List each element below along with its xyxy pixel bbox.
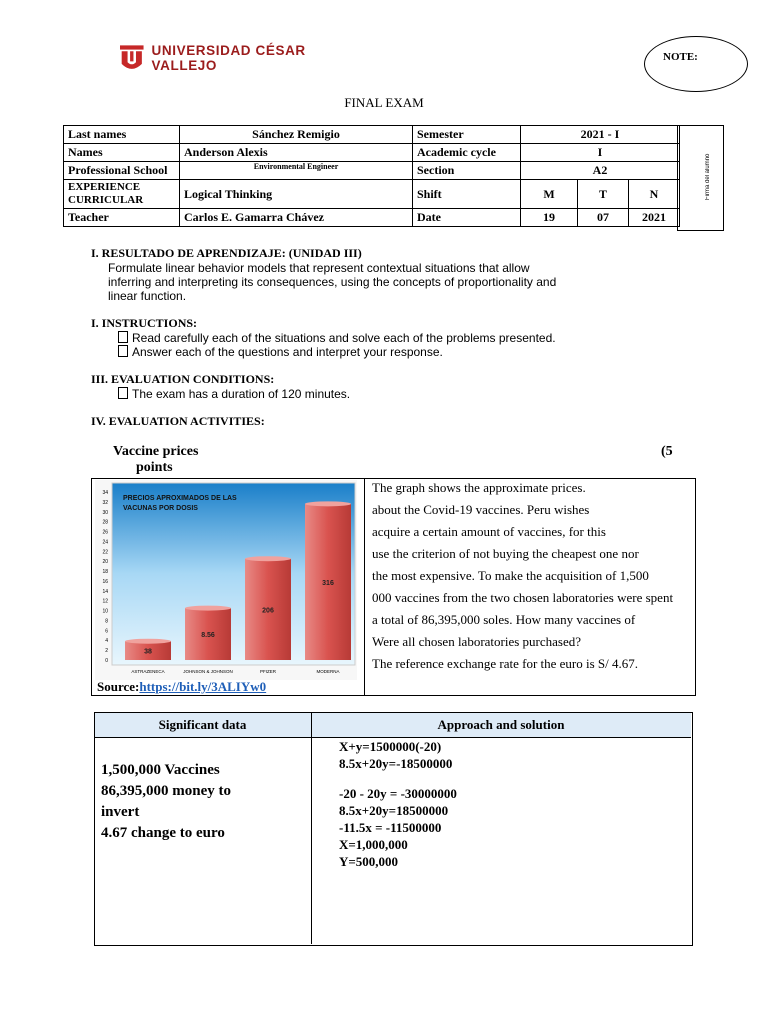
shift-t: T [578,180,629,209]
problem-text-line: use the criterion of not buying the cheapest one nor [372,546,639,561]
problem-text-line: Were all chosen laboratories purchased? [372,634,582,649]
problem-text-line: the most expensive. To make the acquisition of 1,500 [372,568,649,583]
bar-top-cap [185,606,231,611]
date-month: 07 [578,209,629,227]
significant-data-line: 1,500,000 Vaccines [101,762,220,778]
section-1-heading: I. RESULTADO DE APRENDIZAJE: (UNIDAD III) [91,246,362,260]
y-tick-label: 8 [105,618,108,625]
significant-data-cell [101,760,231,844]
bar-data-label: 206 [262,607,274,615]
chart-title-line-2: VACUNAS POR DOSIS [123,505,198,512]
y-tick-label: 12 [102,598,108,605]
date-year: 2021 [629,209,680,227]
semester-label: Semester [413,126,521,144]
y-tick-label: 6 [105,628,108,635]
problem-text-line: about the Covid-19 vaccines. Peru wishes [372,502,590,517]
y-tick-label: 32 [102,499,108,506]
section-value: A2 [521,162,680,180]
names-value: Anderson Alexis [180,144,413,162]
last-names-value: Sánchez Remigio [180,126,413,144]
bar-data-label: 38 [144,648,152,656]
problem-table-divider [364,478,365,695]
category-label: ASTRAZENECA [131,669,165,674]
solution-line: X+y=1500000(-20) [339,739,442,754]
category-label: JOHNSON & JOHNSON [183,669,233,674]
solution-line: X=1,000,000 [339,837,408,852]
section-1-text: Formulate linear behavior models that represent contextual situations that allow inferring and interpreting its consequences, using the concepts of proportionality and linear function. [108,261,557,303]
academic-cycle-label: Academic cycle [413,144,521,162]
chart-title-line-1: PRECIOS APROXIMADOS DE LAS [123,495,237,502]
experience-label: EXPERIENCE CURRICULAR [64,180,180,209]
signature-label: Firma del alumno [705,153,711,201]
significant-data-line: invert [101,804,140,820]
bar-data-label: 316 [322,579,334,587]
semester-value: 2021 - I [521,126,680,144]
academic-cycle-value: I [521,144,680,162]
problem-text-line: 000 vaccines from the two chosen laboratories were spent [372,590,674,605]
significant-data-line: 4.67 change to euro [101,825,225,841]
significant-data-line: 86,395,000 money to [101,783,231,799]
source-link[interactable]: https://bit.ly/3ALIYw0 [139,679,267,694]
problem-statement [372,477,698,675]
university-logo [120,42,340,74]
solution-line: -11.5x = -11500000 [339,820,442,835]
problem-points-open: (5 [661,444,673,459]
note-label: NOTE: [663,51,698,63]
teacher-label: Teacher [64,209,180,227]
student-info-table [63,125,680,227]
vaccine-price-chart [95,480,357,680]
source-label: Source: [97,679,140,694]
category-label: PFIZER [259,669,277,674]
solution-line: 8.5x+20y=-18500000 [339,756,453,771]
y-tick-label: 22 [102,549,108,556]
teacher-value: Carlos E. Gamarra Chávez [180,209,413,227]
solution-line: -20 - 20y = -30000000 [339,786,457,801]
shift-m: M [521,180,578,209]
y-tick-label: 0 [105,658,108,664]
solution-cell [339,738,457,870]
source-line [97,679,266,695]
y-tick-label: 34 [102,490,108,496]
category-label: MODERNA [316,669,340,674]
y-tick-label: 26 [102,529,108,536]
bar-top-cap [245,556,291,561]
shift-n: N [629,180,680,209]
ucv-logo-icon [120,43,144,73]
instruction-bullet-1: Read carefully each of the situations and solve each of the problems presented. [118,331,556,345]
answer-table-divider [311,712,312,944]
school-label: Professional School [64,162,180,180]
problem-points-word: points [136,460,173,475]
solution-line: 8.5x+20y=18500000 [339,803,449,818]
y-tick-label: 30 [102,509,108,516]
problem-text-line: The reference exchange rate for the euro is S/ 4.67. [372,656,639,671]
section-3-heading: III. EVALUATION CONDITIONS: [91,372,275,386]
y-tick-label: 16 [102,578,108,585]
problem-text-line: The graph shows the approximate prices. [372,480,586,495]
problem-text-line: a total of 86,395,000 soles. How many vaccines of [372,612,636,627]
bar-top-cap [305,501,351,506]
bar-top-cap [125,639,171,644]
solution-line [339,772,457,785]
y-tick-label: 10 [102,608,108,615]
problem-text-line: acquire a certain amount of vaccines, for this [372,524,606,539]
exam-title: FINAL EXAM [344,95,424,110]
date-label: Date [413,209,521,227]
section-4-heading: IV. EVALUATION ACTIVITIES: [91,414,265,428]
y-tick-label: 24 [102,539,108,546]
solution-line: Y=500,000 [339,854,399,869]
school-value: Environmental Engineer [180,162,413,180]
names-label: Names [64,144,180,162]
y-tick-label: 18 [102,569,108,576]
y-tick-label: 4 [105,638,108,645]
shift-label: Shift [413,180,521,209]
significant-data-header: Significant data [158,717,247,732]
university-name: UNIVERSIDAD CÉSAR VALLEJO [151,43,306,73]
instruction-bullet-2: Answer each of the questions and interpret your response. [118,345,443,359]
note-box [644,36,748,92]
date-day: 19 [521,209,578,227]
y-tick-label: 28 [102,519,108,526]
problem-title: Vaccine prices [113,444,199,459]
experience-value: Logical Thinking [180,180,413,209]
last-names-label: Last names [64,126,180,144]
section-2-heading: I. INSTRUCTIONS: [91,316,198,330]
approach-solution-header: Approach and solution [437,717,565,732]
y-tick-label: 20 [102,559,108,566]
y-tick-label: 2 [105,648,108,655]
y-tick-label: 14 [102,588,108,595]
condition-bullet-1: The exam has a duration of 120 minutes. [118,387,350,401]
bar-data-label: 8.56 [201,632,215,640]
section-label: Section [413,162,521,180]
